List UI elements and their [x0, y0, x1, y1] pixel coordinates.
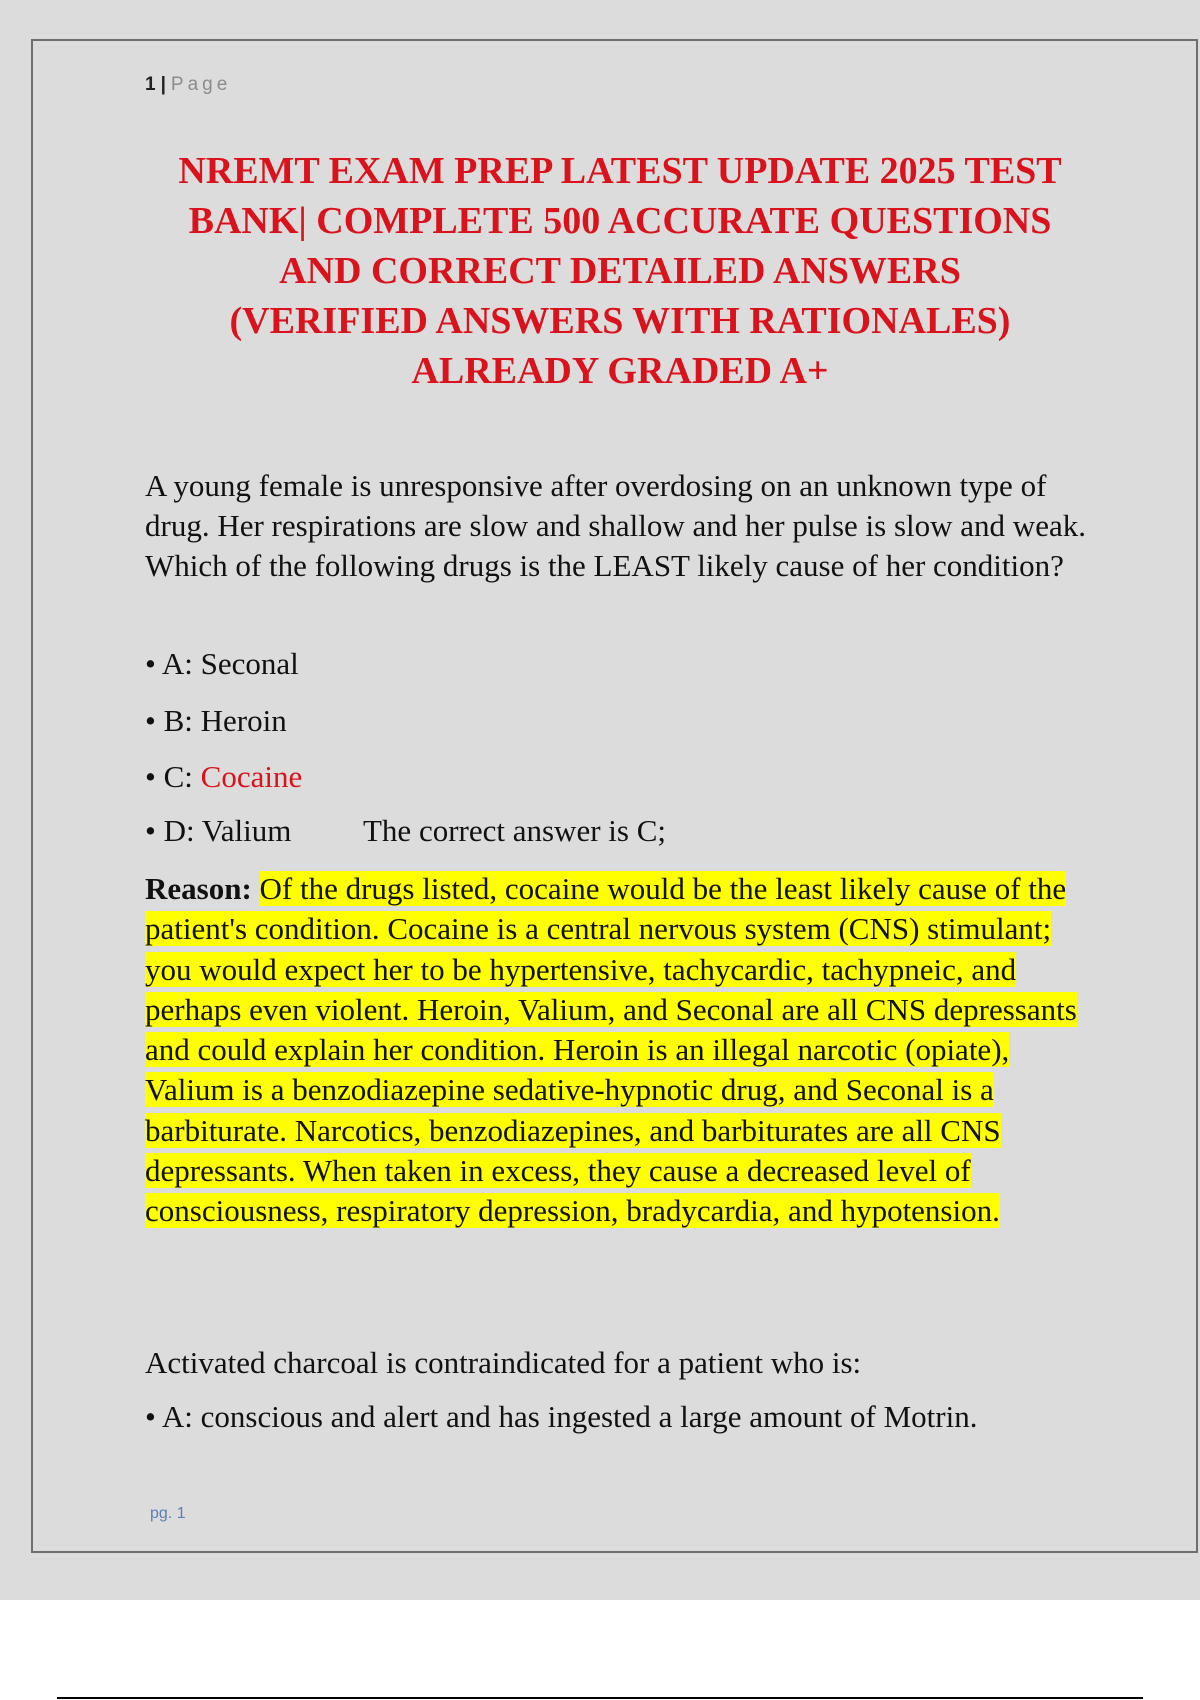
title-line: BANK| COMPLETE 500 ACCURATE QUESTIONS [188, 200, 1052, 242]
reason-highlighted-text: Of the drugs listed, cocaine would be the least likely cause of the patient's condition. Cocaine is a central nervous system (CNS) stimulant; you would expect her to be hypertensive, tachycardic, tachypneic, and perhaps even violent. Heroin, Valium, and Seconal are all CNS depressants and could explain her condition. Heroin is an illegal narcotic (opiate), Valium is a benzodiazepine sedative-hypnotic drug, and Seconal is a barbiturate. Narcotics, benzodiazepines, and barbiturates are all CNS depressants. When taken in excess, they cause a decreased level of consciousness, respiratory depression, bradycardia, and hypotension. [145, 871, 1077, 1229]
page-header [145, 74, 231, 96]
question-1-option-a [145, 644, 299, 684]
document-title [120, 146, 1120, 396]
title-line: NREMT EXAM PREP LATEST UPDATE 2025 TEST [178, 150, 1062, 192]
bottom-divider [57, 1697, 1143, 1699]
option-prefix: • B: [145, 703, 201, 738]
option-text: conscious and alert and has ingested a large amount of Motrin. [200, 1399, 978, 1434]
option-prefix: • D: [145, 813, 202, 848]
option-text-correct: Cocaine [200, 759, 303, 794]
title-line: AND CORRECT DETAILED ANSWERS [279, 250, 961, 292]
title-line: (VERIFIED ANSWERS WITH RATIONALES) [229, 300, 1011, 342]
option-text: Seconal [200, 646, 299, 681]
question-2-option-a [145, 1397, 977, 1437]
page-header-separator: | [160, 74, 167, 95]
title-line: ALREADY GRADED A+ [411, 350, 829, 392]
question-1-option-c [145, 757, 302, 797]
reason-label: Reason: [145, 871, 252, 906]
option-prefix: • A: [145, 1399, 201, 1434]
correct-answer-text: The correct answer is C; [363, 813, 666, 848]
option-prefix: • C: [145, 759, 201, 794]
page-footer: pg. 1 [150, 1505, 186, 1522]
page-header-number: 1 [145, 74, 157, 95]
option-prefix: • A: [145, 646, 201, 681]
question-1-text: A young female is unresponsive after overdosing on an unknown type of drug. Her respirations are slow and shallow and her pulse is slow and weak. Which of the following drugs is the LEAST likely cause of her condition? [145, 468, 1086, 583]
question-1-option-b [145, 701, 287, 741]
reason-paragraph [145, 869, 1085, 1232]
option-text: Heroin [200, 703, 287, 738]
question-2-text: Activated charcoal is contraindicated for a patient who is: [145, 1345, 862, 1380]
option-text: Valium [201, 813, 292, 848]
page-header-word: Page [170, 74, 232, 95]
question-1-option-d [145, 811, 291, 851]
